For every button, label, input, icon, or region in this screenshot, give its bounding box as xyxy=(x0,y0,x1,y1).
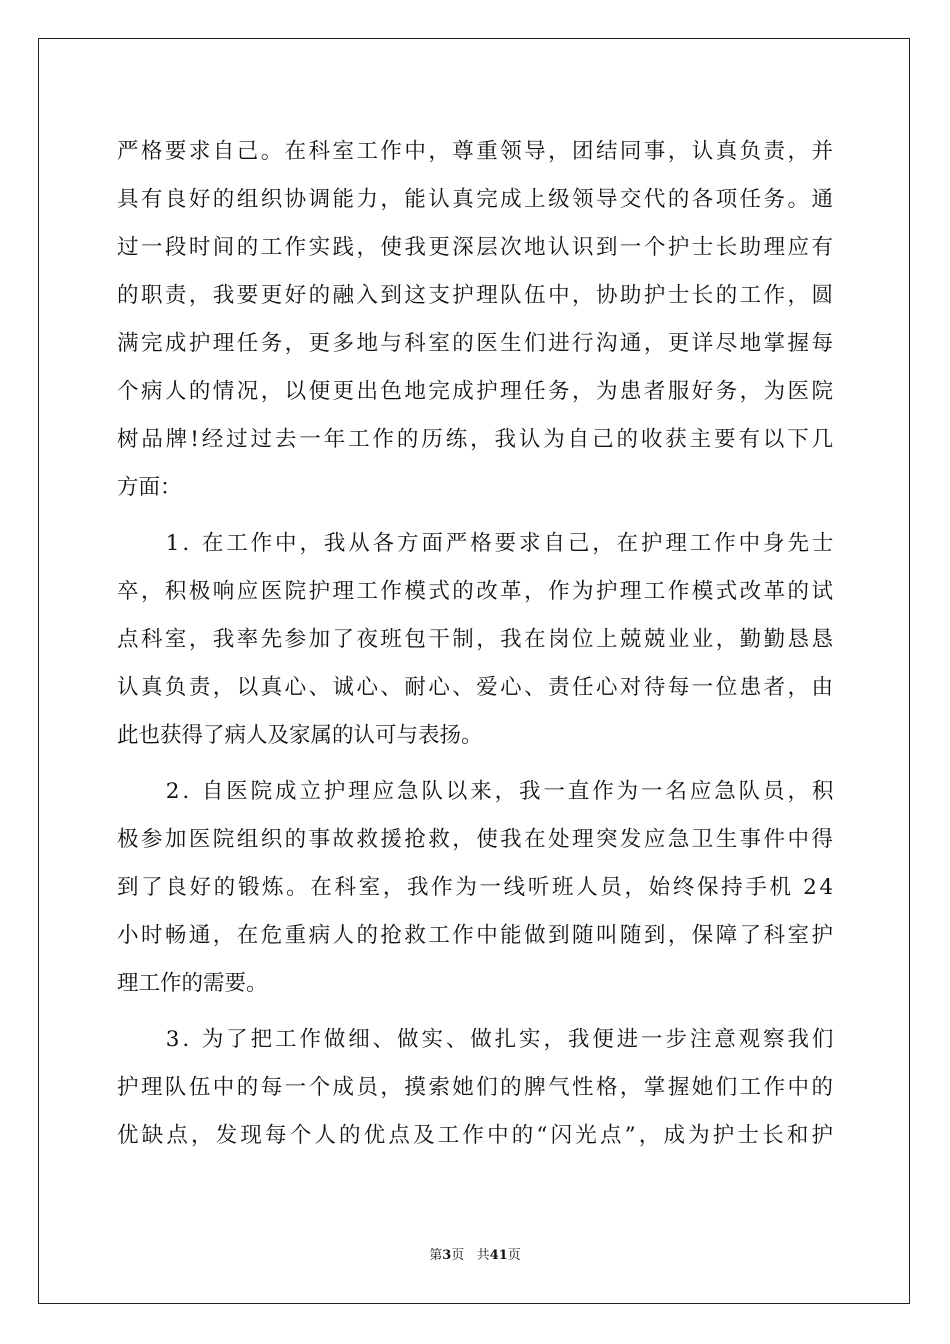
text-line: 卒，积极响应医院护理工作模式的改革，作为护理工作模式改革的试 xyxy=(117,579,836,604)
text-line: 个病人的情况，以便更出色地完成护理任务，为患者服好务，为医院 xyxy=(117,379,836,404)
text-line: 具有良好的组织协调能力，能认真完成上级领导交代的各项任务。通 xyxy=(117,187,836,212)
text-line: 小时畅通，在危重病人的抢救工作中能做到随叫随到，保障了科室护 xyxy=(117,923,836,948)
text-line: 护理队伍中的每一个成员，摸索她们的脾气性格，掌握她们工作中的 xyxy=(117,1075,836,1100)
total-prefix: 共 xyxy=(476,1248,490,1263)
text-line: 到了良好的锻炼。在科室，我作为一线听班人员，始终保持手机 24 xyxy=(117,875,836,900)
text-line: 过一段时间的工作实践，使我更深层次地认识到一个护士长助理应有 xyxy=(117,235,836,260)
paragraph xyxy=(117,768,837,1008)
total-pages: 41 xyxy=(489,1248,508,1263)
text-line: 点科室，我率先参加了夜班包干制，我在岗位上兢兢业业，勤勤恳恳 xyxy=(117,627,836,652)
paragraph xyxy=(117,1016,837,1160)
text-line: 理工作的需要。 xyxy=(117,971,268,996)
text-line: 1. 在工作中，我从各方面严格要求自己，在护理工作中身先士 xyxy=(117,531,837,556)
text-line: 2. 自医院成立护理应急队以来，我一直作为一名应急队员，积 xyxy=(117,779,837,804)
text-line: 此也获得了病人及家属的认可与表扬。 xyxy=(117,723,483,748)
text-line: 满完成护理任务，更多地与科室的医生们进行沟通，更详尽地掌握每 xyxy=(117,331,836,356)
text-line: 的职责，我要更好的融入到这支护理队伍中，协助护士长的工作，圆 xyxy=(117,283,836,308)
page-number: 3 xyxy=(442,1248,452,1263)
paragraph xyxy=(117,520,837,760)
total-suffix: 页 xyxy=(507,1248,521,1263)
text-line: 极参加医院组织的事故救援抢救，使我在处理突发应急卫生事件中得 xyxy=(117,827,836,852)
text-line: 方面： xyxy=(117,475,182,500)
page-prefix: 第 xyxy=(429,1248,443,1263)
text-line: 优缺点，发现每个人的优点及工作中的“闪光点”，成为护士长和护 xyxy=(117,1123,837,1148)
page-suffix: 页 xyxy=(451,1248,465,1263)
text-line: 认真负责，以真心、诚心、耐心、爱心、责任心对待每一位患者，由 xyxy=(117,675,836,700)
paragraph xyxy=(117,128,837,512)
text-line: 3. 为了把工作做细、做实、做扎实，我便进一步注意观察我们 xyxy=(117,1027,837,1052)
text-line: 严格要求自己。在科室工作中，尊重领导，团结同事，认真负责，并 xyxy=(117,139,836,164)
document-body xyxy=(117,128,837,1160)
page-footer xyxy=(0,1244,950,1263)
text-line: 树品牌!经过过去一年工作的历练，我认为自己的收获主要有以下几 xyxy=(117,427,837,452)
